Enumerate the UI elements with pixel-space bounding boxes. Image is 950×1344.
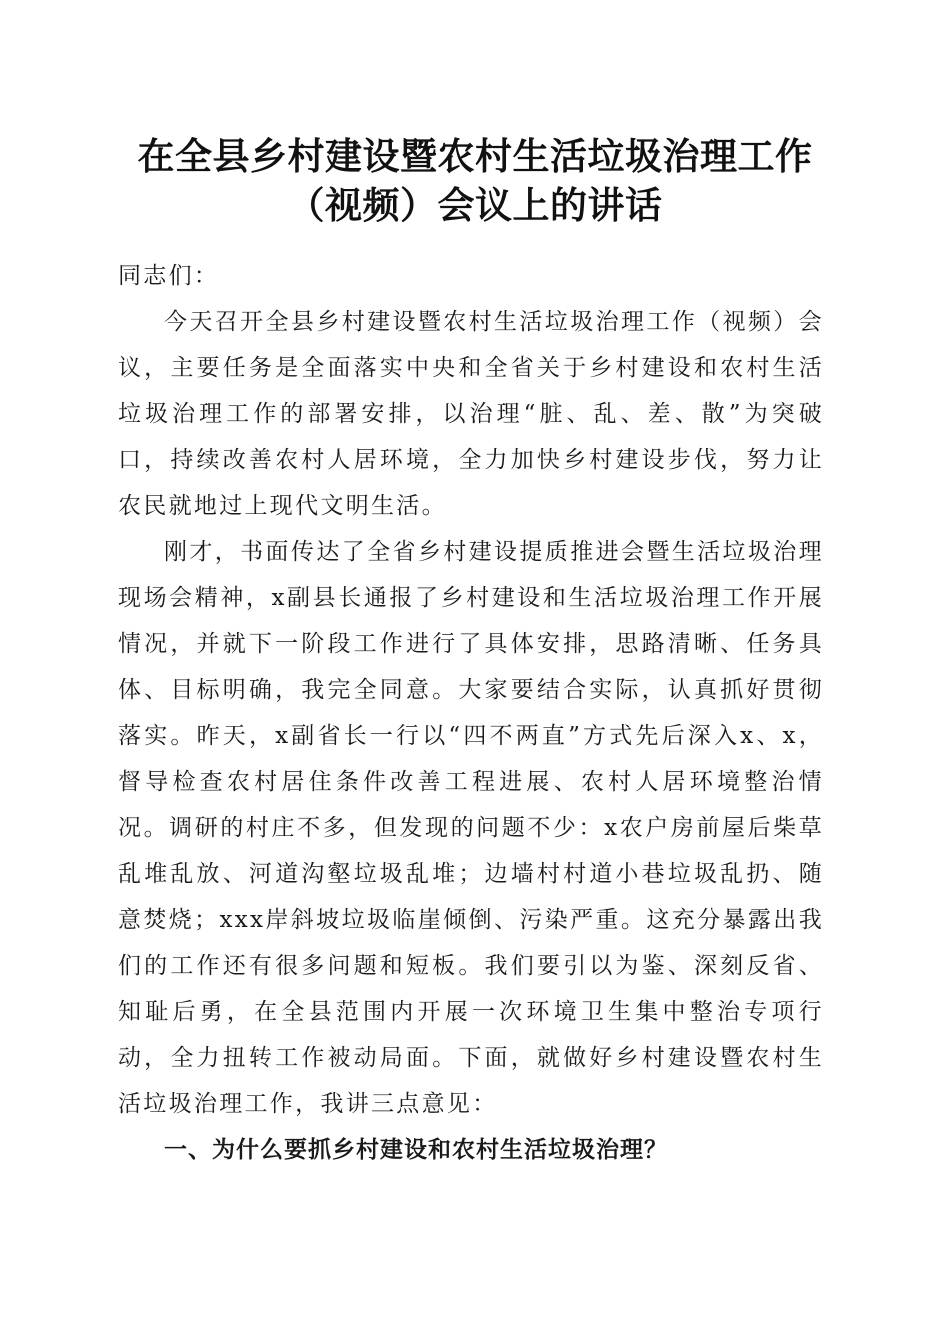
salutation: 同志们： — [118, 263, 220, 289]
document-title: 在全县乡村建设暨农村生活垃圾治理工作（视频）会议上的讲话 — [137, 134, 813, 227]
section-heading: 一、为什么要抓乡村建设和农村生活垃圾治理？ — [164, 1137, 668, 1163]
document-body — [118, 253, 824, 1173]
paragraph-review: 刚才，书面传达了全省乡村建设提质推进会暨生活垃圾治理现场会精神，x副县长通报了乡村建设和生活垃圾治理工作开展情况，并就下一阶段工作进行了具体安排，思路清晰、任务具体、目标明确，我完全同意。大家要结合实际，认真抓好贯彻落实。昨天，x副省长一行以“四不两直”方式先后深入x、x，督导检查农村居住条件改善工程进展、农村人居环境整治情况。调研的村庄不多，但发现的问题不少：x农户房前屋后柴草乱堆乱放、河道沟壑垃圾乱堆；边墙村村道小巷垃圾乱扔、随意焚烧；xxx岸斜坡垃圾临崖倾倒、污染严重。这充分暴露出我们的工作还有很多问题和短板。我们要引以为鉴、深刻反省、知耻后勇，在全县范围内开展一次环境卫生集中整治专项行动，全力扭转工作被动局面。下面，就做好乡村建设暨农村生活垃圾治理工作，我讲三点意见： — [118, 539, 824, 1117]
paragraph-intro: 今天召开全县乡村建设暨农村生活垃圾治理工作（视频）会议，主要任务是全面落实中央和全省关于乡村建设和农村生活垃圾治理工作的部署安排，以治理“脏、乱、差、散”为突破口，持续改善农村人居环境，全力加快乡村建设步伐，努力让农民就地过上现代文明生活。 — [118, 309, 824, 519]
